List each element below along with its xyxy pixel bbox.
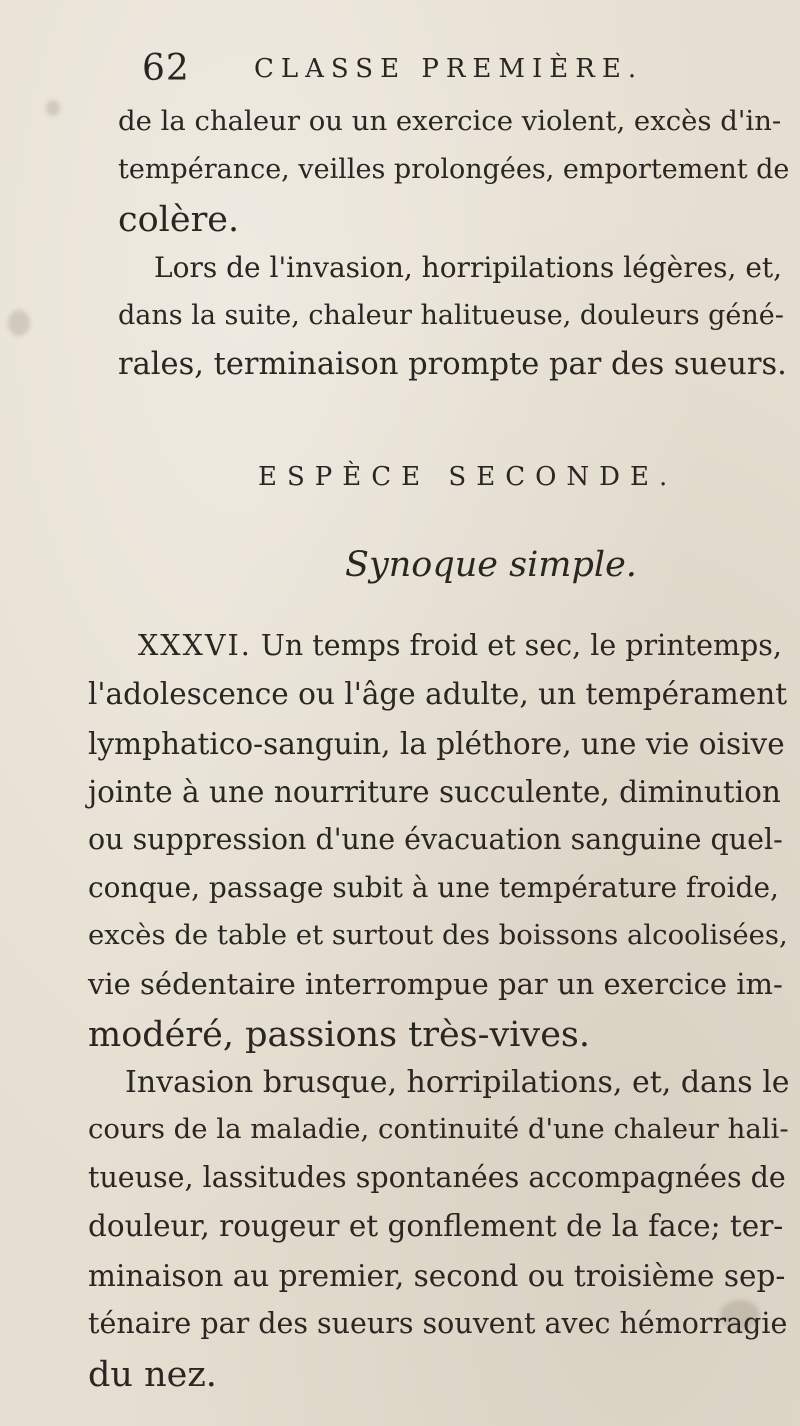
paper-stain [8, 310, 30, 336]
text-line: ténaire par des sueurs souvent avec hémorragie [88, 1307, 788, 1340]
text-line: tueuse, lassitudes spontanées accompagnées de [88, 1161, 786, 1194]
paragraph-first-line [138, 629, 782, 662]
text-line: Un temps froid et sec, le printemps, [260, 629, 782, 662]
text-line: vie sédentaire interrompue par un exercice im- [88, 967, 783, 1001]
text-line: jointe à une nourriture succulente, diminution [88, 775, 781, 809]
article-number: XXXVI. [138, 629, 252, 662]
text-line: cours de la maladie, continuité d'une chaleur hali- [88, 1113, 789, 1145]
text-line: tempérance, veilles prolongées, emportement de [118, 154, 790, 185]
text-line: rales, terminaison prompte par des sueurs. [118, 347, 787, 382]
text-line: minaison au premier, second ou troisième sep- [88, 1259, 786, 1293]
page-header [142, 48, 702, 98]
text-line: du nez. [88, 1355, 217, 1395]
text-line: ou suppression d'une évacuation sanguine quel- [88, 823, 783, 856]
text-line: lymphatico-sanguin, la pléthore, une vie oisive [88, 727, 785, 761]
section-subtitle: Synoque simple. [345, 545, 637, 585]
text-line: de la chaleur ou un exercice violent, excès d'in- [118, 105, 782, 137]
page-number: 62 [142, 48, 190, 89]
text-line: Lors de l'invasion, horripilations légères, et, [154, 251, 783, 284]
text-line: l'adolescence ou l'âge adulte, un tempérament [88, 677, 788, 711]
text-line: colère. [118, 200, 240, 240]
text-line: dans la suite, chaleur halitueuse, douleurs géné- [118, 300, 784, 331]
text-line: Invasion brusque, horripilations, et, dans le [125, 1065, 790, 1100]
text-line: conque, passage subit à une température froide, [88, 871, 779, 904]
text-line: douleur, rougeur et gonflement de la face; ter- [88, 1209, 784, 1243]
text-line: excès de table et surtout des boissons alcoolisées, [88, 919, 788, 951]
section-title: ESPÈCE SECONDE. [258, 462, 678, 492]
text-line: modéré, passions très-vives. [88, 1015, 590, 1055]
running-title: CLASSE PREMIÈRE. [254, 54, 644, 84]
paper-stain [46, 100, 60, 116]
